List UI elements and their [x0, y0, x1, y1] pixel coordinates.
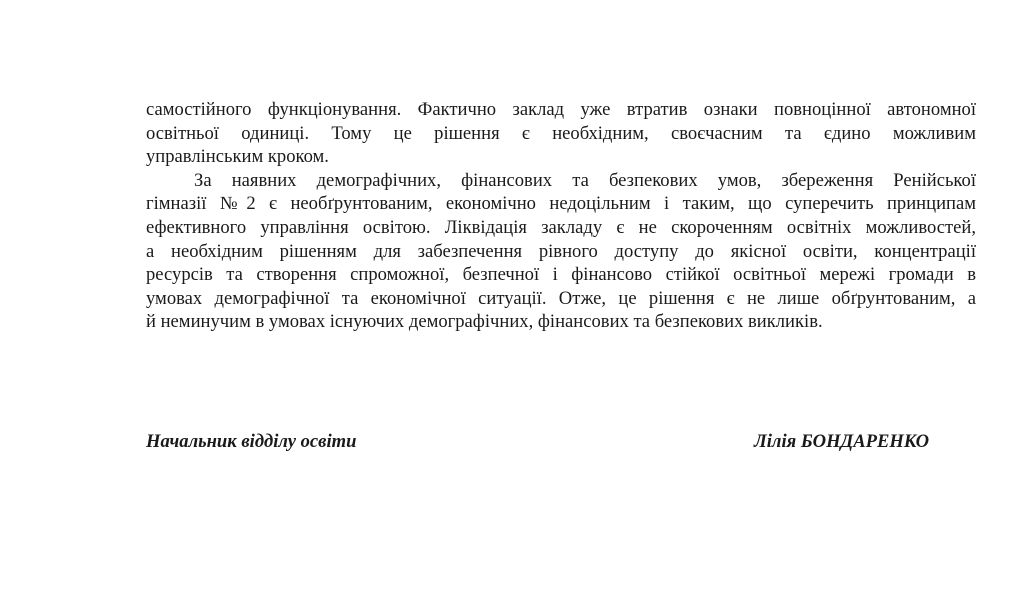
text-line: За наявних демографічних, фінансових та безпекових умов, збереження Ренійської — [194, 169, 976, 191]
text-line: умовах демографічної та економічної ситуації. Отже, це рішення є не лише обґрунтованим, а — [146, 287, 976, 309]
text-line: а необхідним рішенням для забезпечення рівного доступу до якісної освіти, концентрації — [146, 240, 976, 262]
document-body — [146, 98, 976, 334]
text-line: гімназії №2 є необґрунтованим, економічно недоцільним і таким, що суперечить принципам — [146, 193, 976, 215]
text-line: самостійного функціонування. Фактично заклад уже втратив ознаки повноцінної автономної — [146, 99, 976, 120]
paragraph-2 — [146, 169, 976, 334]
text-line: управлінським кроком. — [146, 146, 329, 168]
paragraph-1 — [146, 98, 976, 169]
text-line: ресурсів та створення спроможної, безпечної і фінансово стійкої освітньої мережі громади в — [146, 264, 976, 286]
text-line: освітньої одиниці. Тому це рішення є необхідним, своєчасним та єдино можливим — [146, 122, 976, 144]
signatory-position: Начальник відділу освіти — [146, 431, 357, 452]
text-line: ефективного управління освітою. Ліквідація закладу є не скороченням освітніх можливостей, — [146, 216, 976, 238]
text-line: й неминучим в умовах існуючих демографічних, фінансових та безпекових викликів. — [146, 311, 823, 333]
signatory-name: Лілія БОНДАРЕНКО — [754, 431, 930, 452]
